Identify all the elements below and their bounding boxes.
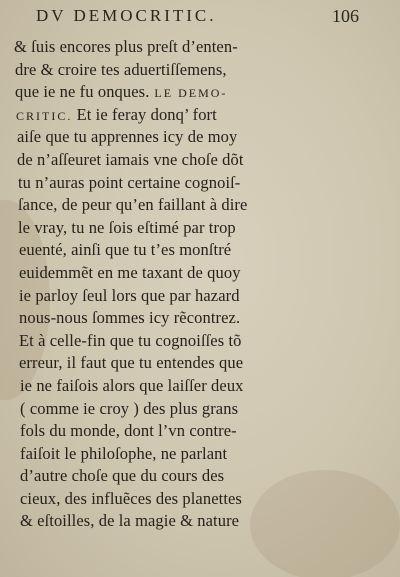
text-line: que ie ne fu onques. LE DEMO- <box>15 82 228 102</box>
text-line: ſance, de peur qu’en faillant à dire <box>18 195 248 215</box>
text-line: d’autre choſe que du cours des <box>20 466 225 486</box>
text-line: tu n’auras point certaine cognoiſ- <box>18 172 241 192</box>
text-line: nous-nous ſommes icy rẽcontrez. <box>19 308 241 328</box>
running-title: DV DEMOCRITIC. <box>36 6 217 25</box>
text-line: fols du monde, dont l’vn contre- <box>20 421 237 441</box>
text-line: cieux, des influẽces des planettes <box>20 488 242 508</box>
text-line: Et à celle-fin que tu cognoiſſes tõ <box>19 330 242 350</box>
text-line: CRITIC. Et ie feray donq’ fort <box>16 104 217 124</box>
text-line: euidemmẽt en me taxant de quoy <box>19 262 241 282</box>
text-line: aiſe que tu apprennes icy de moy <box>17 127 238 147</box>
body-text <box>14 36 314 533</box>
speaker-name: CRITIC. <box>16 108 73 123</box>
text-line: euenté, ainſi que tu t’es monſtré <box>19 240 232 260</box>
text-line: erreur, il faut que tu entendes que <box>19 353 244 373</box>
text-line: faiſoit le philoſophe, ne parlant <box>20 443 228 463</box>
text-line: ie parloy ſeul lors que par hazard <box>19 285 240 305</box>
page-header <box>0 6 400 30</box>
text-line: de n’aſſeuret iamais vne choſe dõt <box>17 149 244 169</box>
text-line: & eſtoilles, de la magie & nature <box>20 511 240 531</box>
page-number: 106 <box>332 6 359 26</box>
speaker-name: LE DEMO- <box>149 86 228 101</box>
text-line: & ſuis encores plus preſt d’enten- <box>14 37 238 56</box>
text-line: le vray, tu ne ſois eſtimé par trop <box>18 217 236 237</box>
text-line: ie ne faiſois alors que laiſſer deux <box>20 375 244 395</box>
text-line: ( comme ie croy ) des plus grans <box>20 398 239 418</box>
text-line: dre & croire tes aduertiſſemens, <box>15 59 227 79</box>
